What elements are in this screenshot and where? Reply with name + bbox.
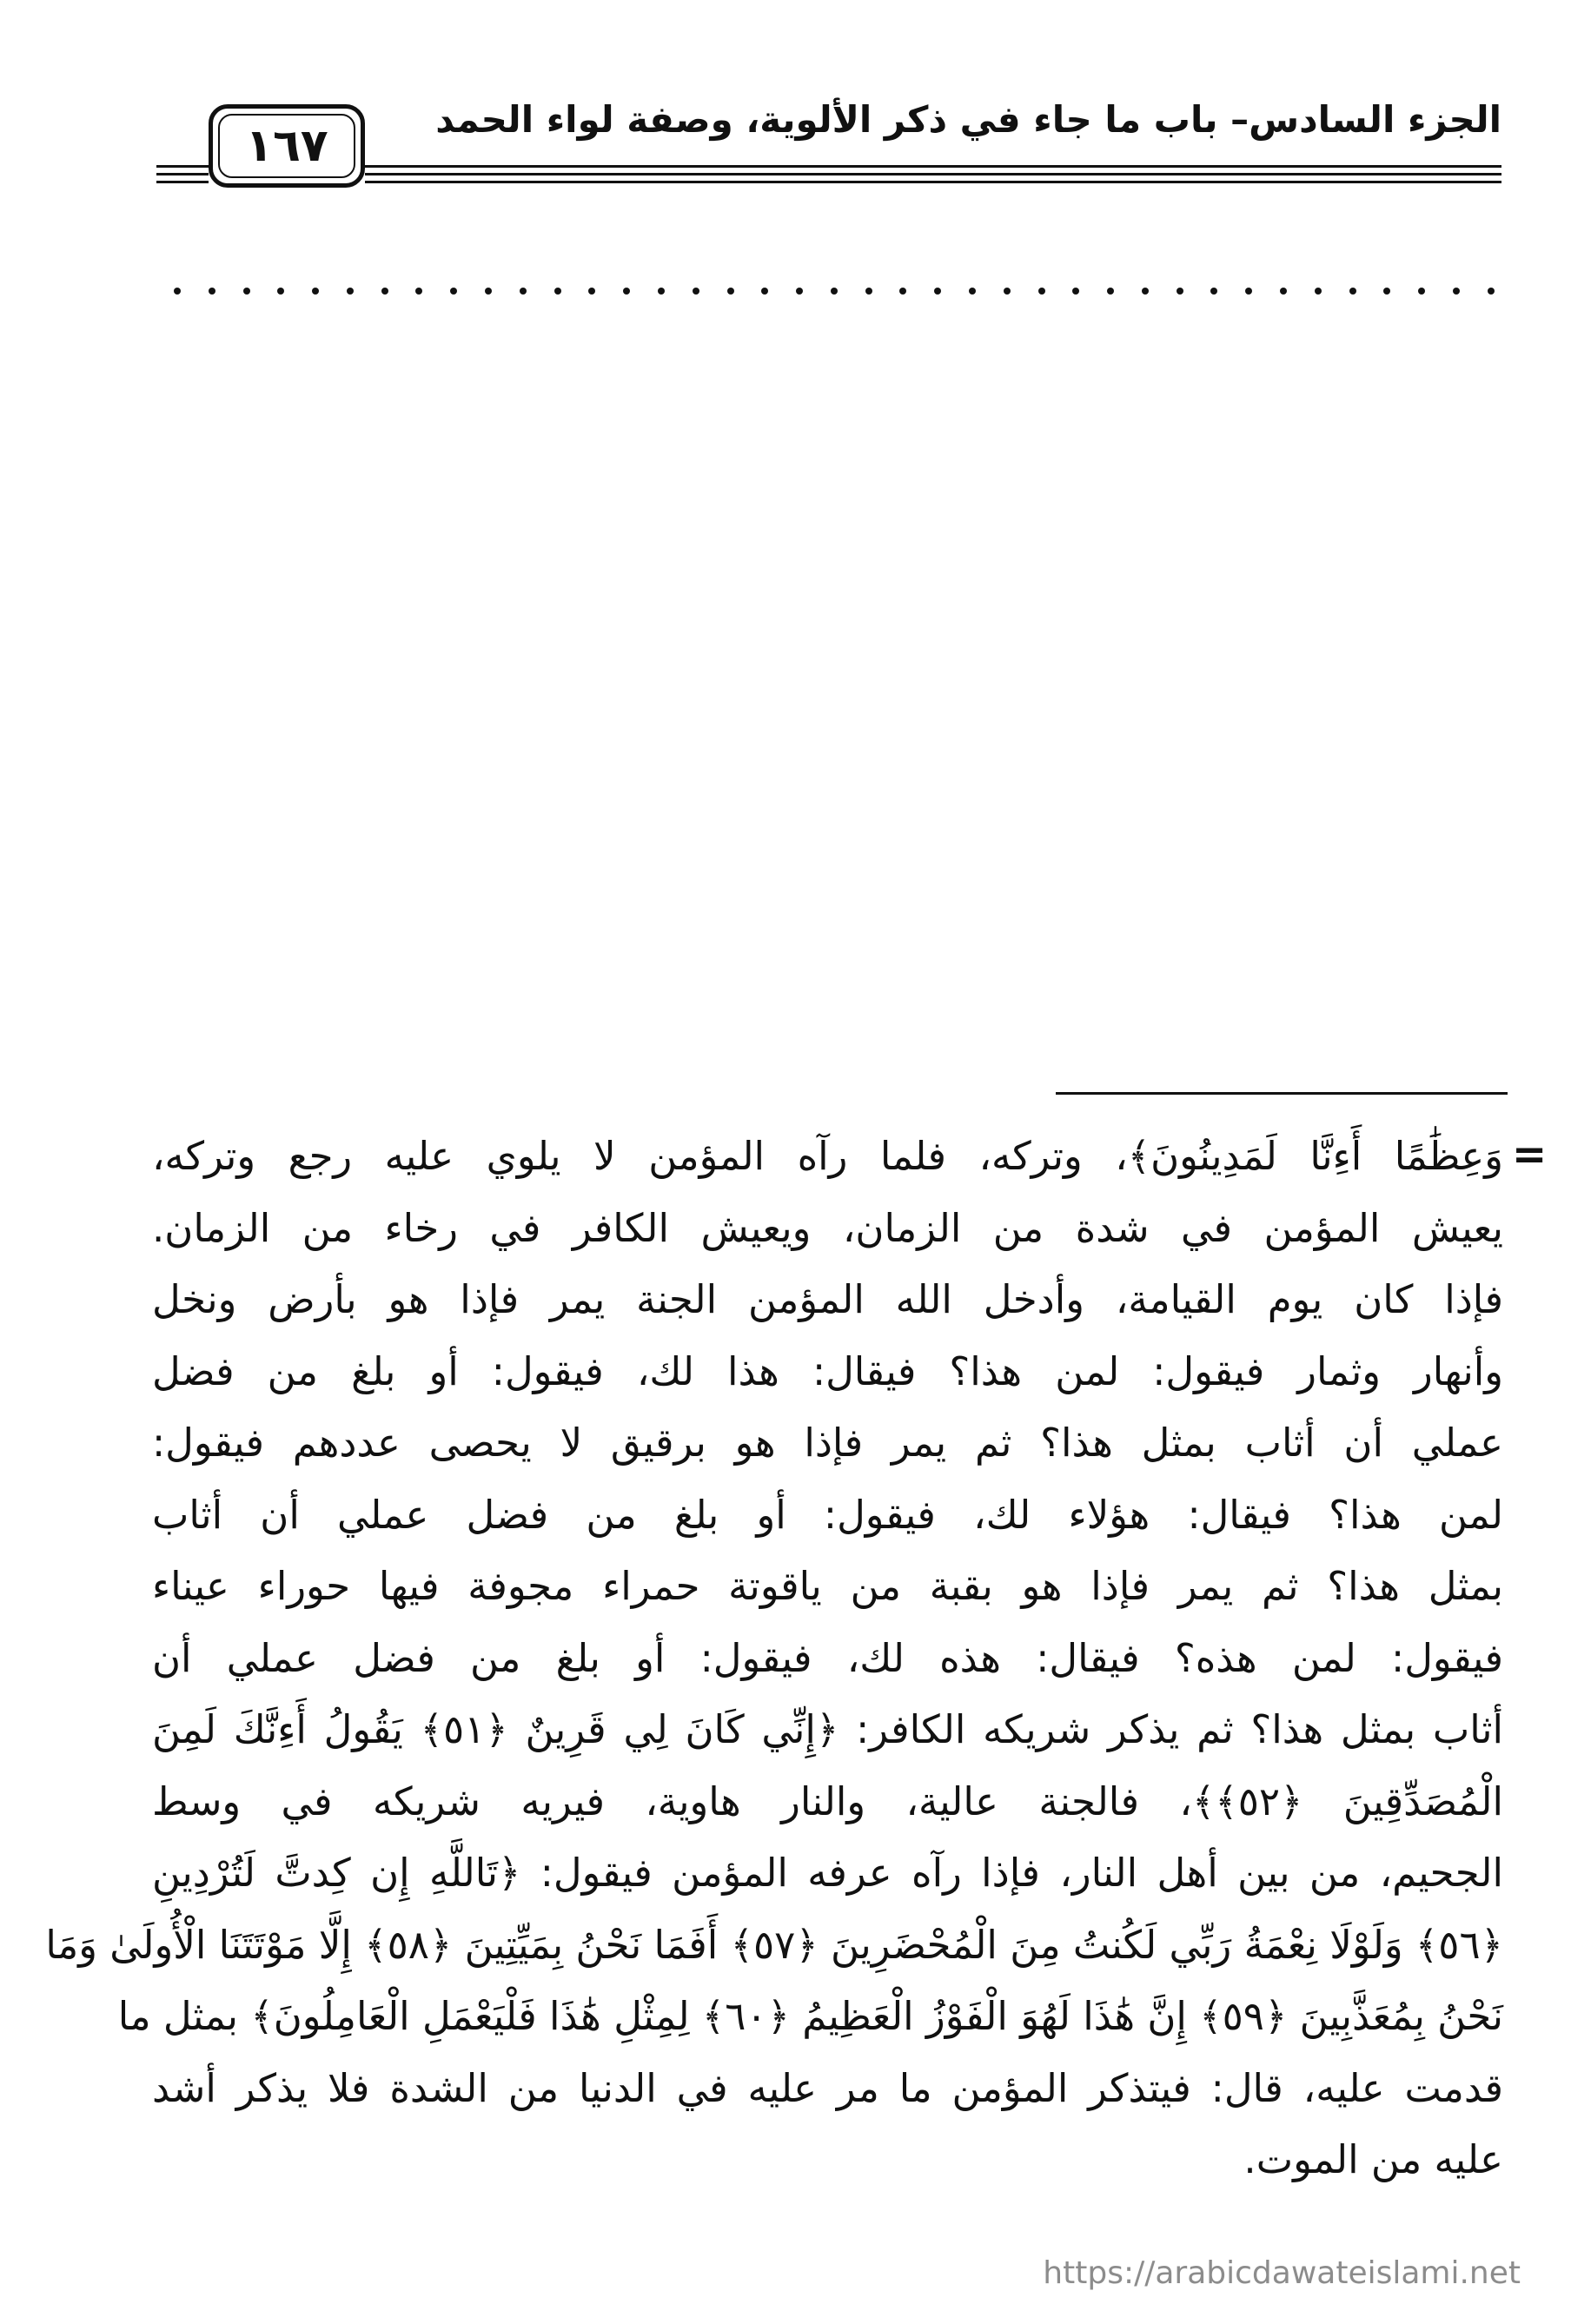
separator-dot: [1488, 288, 1495, 295]
text-line: عملي أن أثاب بمثل هذا؟ ثم يمر فإذا هو برقيق لا يحصى عددهم فيقول:: [152, 1420, 1503, 1466]
separator-dot: [277, 288, 284, 295]
separator-dot: [347, 288, 354, 295]
separator-dot: [761, 288, 768, 295]
separator-dot: [1038, 288, 1045, 295]
dotted-separator: [174, 274, 1495, 308]
text-line: قدمت عليه، قال: فيتذكر المؤمن ما مر عليه في الدنيا من الشدة فلا يذكر أشد: [152, 2064, 1503, 2111]
separator-dot: [934, 288, 941, 295]
separator-dot: [209, 288, 215, 295]
separator-dot: [796, 288, 803, 295]
continuation-mark: =: [1512, 1130, 1548, 1179]
header-rule: [365, 181, 1501, 183]
text-line: بمثل هذا؟ ثم يمر فإذا هو بقبة من ياقوتة حمراء مجوفة فيها حوراء عيناء: [152, 1563, 1503, 1609]
page-number-frame: [209, 104, 365, 188]
text-line: يعيش المؤمن في شدة من الزمان، ويعيش الكافر في رخاء من الزمان.: [152, 1204, 1503, 1251]
separator-dot: [1072, 288, 1079, 295]
text-line: الْمُصَدِّقِينَ ﴿٥٢﴾﴾، فالجنة عالية، والنار هاوية، فيريه شريكه في وسط: [152, 1778, 1504, 1824]
separator-dot: [1418, 288, 1425, 295]
running-head: الجزء السادس– باب ما جاء في ذكر الألوية، وصفة لواء الحمد: [435, 98, 1501, 141]
separator-dot: [1315, 288, 1322, 295]
separator-dot: [554, 288, 561, 295]
text-line: فإذا كان يوم القيامة، وأدخل الله المؤمن الجنة يمر فإذا هو بأرض ونخل: [152, 1276, 1503, 1322]
text-line: وأنهار وثمار فيقول: لمن هذا؟ فيقال: هذا لك، فيقول: أو بلغ من فضل: [152, 1347, 1503, 1394]
page-number: ١٦٧: [245, 120, 328, 172]
separator-dot: [1453, 288, 1460, 295]
watermark-url: https://arabicdawateislami.net: [1043, 2255, 1521, 2291]
text-line: أثاب بمثل هذا؟ ثم يذكر شريكه الكافر: ﴿إِنِّي كَانَ لِي قَرِينٌ ﴿٥١﴾ يَقُولُ أَءِنَّكَ لَمِنَ: [152, 1706, 1503, 1752]
header-rule: [156, 165, 209, 168]
text-line: لمن هذا؟ فيقال: هؤلاء لك، فيقول: أو بلغ من فضل عملي أن أثاب: [152, 1491, 1503, 1538]
text-line: الجحيم، من بين أهل النار، فإذا رآه عرفه المؤمن فيقول: ﴿تَاللَّهِ إِن كِدتَّ لَتُرْدِينِ: [152, 1850, 1503, 1896]
separator-dot: [658, 288, 665, 295]
separator-dot: [381, 288, 388, 295]
separator-dot: [1383, 288, 1390, 295]
header-rule: [156, 173, 209, 175]
text-line: ﴿٥٦﴾ وَلَوْلَا نِعْمَةُ رَبِّي لَكُنتُ مِنَ الْمُحْضَرِينَ ﴿٥٧﴾ أَفَمَا نَحْنُ بِمَيِّتِينَ ﴿٥٨﴾ إِلَّا مَوْتَتَنَا الْأُولَىٰ وَمَا: [45, 1921, 1503, 1968]
separator-dot: [243, 288, 250, 295]
separator-dot: [1245, 288, 1252, 295]
separator-dot: [1107, 288, 1114, 295]
separator-dot: [693, 288, 699, 295]
text-line: نَحْنُ بِمُعَذَّبِينَ ﴿٥٩﴾ إِنَّ هَٰذَا لَهُوَ الْفَوْزُ الْعَظِيمُ ﴿٦٠﴾ لِمِثْلِ هَٰذَا فَلْيَعْمَلِ الْعَامِلُونَ﴾ بمثل ما: [117, 1993, 1503, 2039]
separator-dot: [899, 288, 906, 295]
separator-dot: [1142, 288, 1149, 295]
separator-dot: [865, 288, 872, 295]
separator-dot: [520, 288, 527, 295]
header-rule: [365, 173, 1501, 175]
text-line: وَعِظَٰمًا أَءِنَّا لَمَدِينُونَ﴾، وتركه، فلما رآه المؤمن لا يلوي عليه رجع وتركه،: [152, 1133, 1503, 1179]
footnote-separator-rule: [1056, 1092, 1508, 1095]
header-rule: [156, 181, 209, 183]
separator-dot: [415, 288, 422, 295]
separator-dot: [623, 288, 630, 295]
separator-dot: [969, 288, 976, 295]
separator-dot: [831, 288, 838, 295]
separator-dot: [1210, 288, 1217, 295]
separator-dot: [450, 288, 457, 295]
text-line: فيقول: لمن هذه؟ فيقال: هذه لك، فيقول: أو بلغ من فضل عملي أن: [152, 1634, 1503, 1681]
separator-dot: [485, 288, 492, 295]
separator-dot: [727, 288, 734, 295]
header-rule: [365, 165, 1501, 168]
text-line: عليه من الموت.: [1243, 2136, 1503, 2182]
separator-dot: [1349, 288, 1356, 295]
separator-dot: [1004, 288, 1011, 295]
separator-dot: [588, 288, 595, 295]
separator-dot: [1177, 288, 1183, 295]
separator-dot: [312, 288, 319, 295]
footnote-body: [45, 1121, 1504, 2196]
separator-dot: [174, 288, 181, 295]
separator-dot: [1280, 288, 1287, 295]
